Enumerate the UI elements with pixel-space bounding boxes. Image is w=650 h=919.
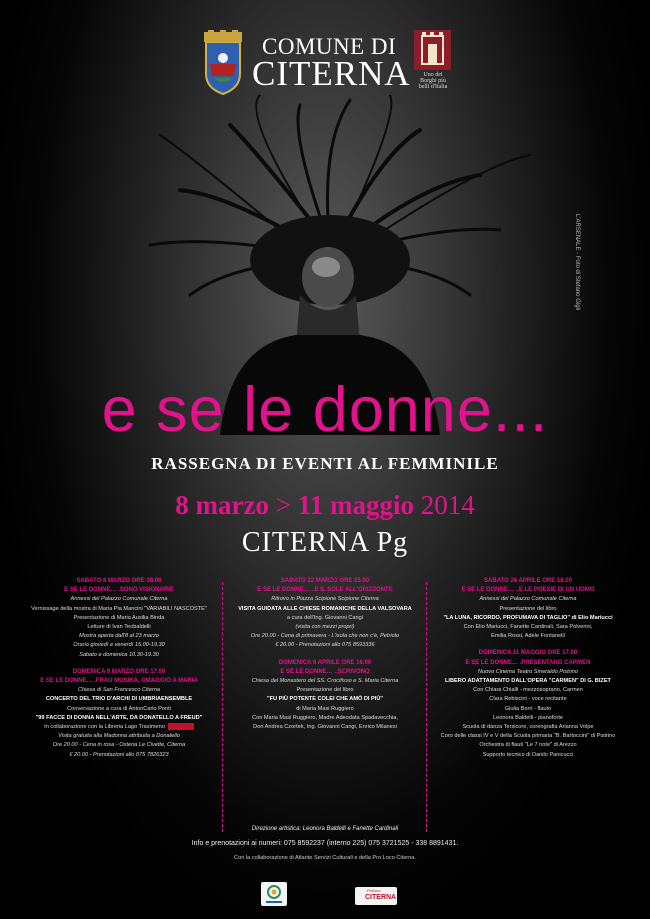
event-location: Ritrovo in Piazza Scipione Scipione Citerna (271, 596, 379, 603)
start-date: 8 marzo (175, 490, 269, 520)
column-divider (222, 582, 223, 832)
event-line: Orario giovedì e venerdì 15.00-19.30 (73, 642, 165, 649)
event-heading: E SE LE DONNE… ..E LE POESIE DI UN UOMO (461, 587, 595, 594)
event-line: € 20.00 - Prenotazioni allo 075 7826323 (69, 751, 169, 758)
column-divider (426, 582, 427, 832)
event-line: In collaborazione con la Libreria Lago Trasimeno (44, 724, 165, 731)
event-line: (visita con mezzi propri) (295, 624, 355, 631)
event-location: Nuovo Cinema Teatro Smeraldo Pistrino (478, 668, 578, 675)
event-heading: E SE LE DONNE… ..SCRIVONO (280, 668, 370, 675)
event-subtitle: RASSEGNA DI EVENTI AL FEMMINILE (151, 454, 499, 473)
event-year: 2014 (420, 490, 475, 520)
program-column-3 (428, 577, 628, 760)
comune-label: COMUNE DI (262, 34, 397, 59)
atlante-logo-icon (261, 882, 287, 906)
proloco-name: CITERNA (365, 894, 397, 901)
event-line: Supporto tecnico di Danilo Panicucci (482, 751, 574, 758)
event-date: DOMENICA 11 MAGGIO ORE 17.00 (478, 650, 578, 657)
event-line: Ore 20.00 - Cena in rosa - Osteria Le Civette, Citerna (52, 742, 186, 749)
event-heading: E SE LE DONNE… ..E IL SOLE ALL'ORIZZONTE (257, 587, 393, 594)
event-title: e se le donne... (101, 375, 549, 445)
event-line: Clara Rebiscini - voce recitante (489, 696, 567, 703)
event-dates (0, 490, 650, 521)
event-line: Don Andrea Czortek, Ing. Giovanni Cangi, Enrico Milanesi (253, 724, 397, 731)
event-line: a cura dell'Ing. Giovanni Cangi (286, 614, 363, 621)
contact-info: Info e prenotazioni ai numeri: 075 8592237 (interno 225) 075 3721525 - 338 8891431. (191, 840, 459, 847)
event-line: di Maria Masi Ruggiero (296, 705, 354, 712)
event-line: Conversazione a cura di AntonCarlo Ponti (67, 705, 171, 712)
event-date: DOMENICA 9 MARZO ORE 17.00 (72, 668, 166, 675)
event-line: Leonora Baldelli - pianoforte (493, 714, 563, 721)
artistic-direction: Direzione artistica: Leonora Baldelli e Fanette Cardinali (251, 826, 399, 832)
event-line: "LA LUNA, RICORDO, PROFUMAVA DI TAGLIO" di Elio Mariucci (443, 614, 613, 621)
event-line: Presentazione del libro (499, 605, 557, 612)
event-date: SABATO 8 MARZO ORE 18.00 (76, 578, 162, 584)
event-line: VISITA GUIDATA ALLE CHIESE ROMANICHE DELLA VALSOVARA (238, 605, 412, 612)
event-line: Presentazione del libro (296, 687, 354, 694)
event-line: "FU PIÙ POTENTE COLEI CHE AMÒ DI PIÙ" (266, 696, 384, 703)
proloco-label: Proloco (367, 888, 381, 893)
event-heading: E SE LE DONNE… .SONO VISIONARIE (64, 587, 174, 594)
event-line: Con Chiara Chialli - mezzosoprano, Carmen (473, 687, 583, 694)
event-line: Vernissage della mostra di Maria Pia Mancini "VARIABILI NASCOSTE" (31, 605, 207, 612)
end-date: 11 maggio (297, 490, 414, 520)
event-line: Ore 20.00 - Cena di primavera - L'isola che non c'è, Petriolo (250, 633, 400, 640)
comune-name: CITERNA (252, 54, 411, 93)
coat-of-arms-icon (200, 30, 246, 96)
borghi-caption: Uno dei Borghi più belli d'Italia (418, 72, 448, 90)
event-location: Annessi del Palazzo Comunale Citerna (479, 596, 577, 603)
event-heading: E SE LE DONNE… .PRESENTANO CARMEN (465, 659, 591, 666)
event-line: Presentazione di Maria Ausilia Binda (73, 614, 165, 621)
event-date: SABATO 26 APRILE ORE 18.00 (484, 578, 572, 584)
event-line: Giulia Borri - flauto (504, 705, 552, 712)
event-line: Con Elio Mariucci, Fanette Cardinali, Sara Polverini, (463, 624, 593, 631)
proloco-logo (355, 887, 397, 905)
event-location: Chiesa di San Francesco Citerna (77, 687, 161, 694)
event-date: SABATO 22 MARZO ORE 15.00 (280, 578, 370, 584)
event-line: Con Maria Masi Ruggiero, Madre Adeodata Spadavecchia, (252, 714, 398, 721)
event-line: Mostra aperta dall'8 al 23 marzo (79, 633, 159, 640)
date-separator: > (275, 490, 291, 520)
event-place: CITERNA Pg (241, 527, 409, 558)
event-location: Chiesa del Monastero del SS. Crocifisso e S. Maria Citerna (251, 678, 399, 685)
event-line: CONCERTO DEL TRIO D'ARCHI DI UMBRIAENSEMBLE (45, 696, 193, 703)
program-column-2 (225, 577, 425, 732)
event-line: Coro delle classi IV e V della Scuola primaria "B. Bartoccini" di Pistrino (440, 733, 616, 740)
event-line: Visita gratuita alla Madonna attribuita a Donatello (58, 733, 180, 740)
collaboration-note: Con la collaborazione di Atlante Servizi Culturali e della Pro Loco Citerna. (234, 855, 416, 861)
event-line: Letture di Ivan Teobaldelli (87, 624, 151, 631)
event-line: € 20.00 - Prenotazioni allo 075 8593336 (275, 642, 375, 649)
program-column-1 (20, 577, 218, 760)
event-line: LIBERO ADATTAMENTO DALL'OPERA "CARMEN" DI G. BIZET (445, 678, 611, 685)
event-heading: E SE LE DONNE… .FRAU MUSIKA, OMAGGIO A MARIA (40, 678, 198, 685)
event-line: Scuola di danza Tersicore, coreografia Arianna Volpe (462, 724, 594, 731)
event-line-with-logo (20, 723, 218, 732)
bookshop-logo-icon (168, 723, 194, 730)
event-line: Emilia Rossi, Adele Fontanelli (491, 633, 565, 640)
event-line: Orchestra di flauti "Le 7 note" di Arezzo (479, 742, 577, 749)
event-location: Annessi del Palazzo Comunale Citerna (70, 596, 168, 603)
event-line: Sabato e domenica 10.30-19.30 (79, 651, 159, 658)
photo-credit: L'ARSENALE - Foto di Stefano Gigli (574, 214, 580, 311)
event-date: DOMENICA 6 APRILE ORE 16.00 (278, 659, 372, 666)
event-line: "99 FACCE DI DONNA NELL'ARTE, DA DONATELLO A FREUD" (35, 714, 203, 721)
